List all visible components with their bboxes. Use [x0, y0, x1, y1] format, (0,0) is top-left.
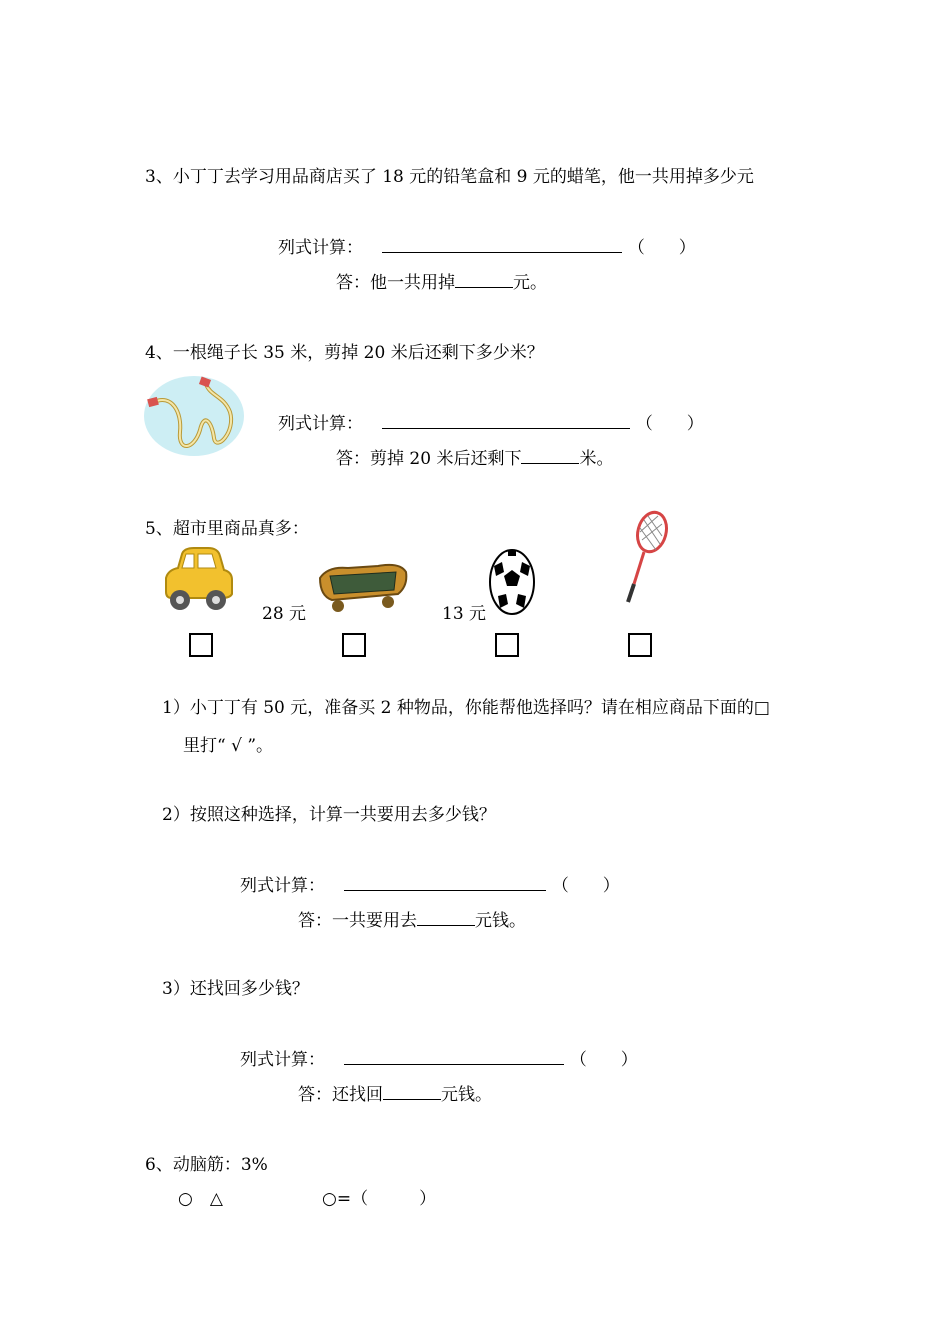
q3-calc-label: 列式计算：	[278, 238, 363, 258]
checkbox-soccer-ball[interactable]	[495, 633, 519, 657]
q4-text: 4、一根绳子长 35 米，剪掉 20 米后还剩下多少米？	[145, 343, 544, 363]
q5-sub2-calc-label: 列式计算：	[240, 876, 325, 896]
q3-calc-blank[interactable]	[382, 236, 622, 253]
q6-symbols: ○ △	[178, 1189, 223, 1209]
q3-answer-prefix: 答：他一共用掉	[336, 273, 455, 293]
q5-sub3-calc-blank[interactable]	[344, 1048, 564, 1065]
q3-calc-row	[278, 233, 696, 258]
q6-equation: ○=（ ）	[322, 1189, 437, 1209]
checkbox-racket[interactable]	[628, 633, 652, 657]
q5-sub2-answer-prefix: 答：一共要用去	[298, 911, 417, 931]
q5-sub3: 3）还找回多少钱？	[162, 979, 309, 999]
checkbox-skateboard[interactable]	[342, 633, 366, 657]
q5-sub2-answer-suffix: 元钱。	[475, 911, 526, 931]
q5-sub2-answer-blank[interactable]	[417, 909, 475, 926]
skateboard-icon	[318, 556, 408, 616]
q5-sub3-answer-suffix: 元钱。	[441, 1085, 492, 1105]
q4-calc-row	[278, 409, 704, 434]
racket-icon	[622, 510, 670, 606]
q5-sub3-calc-label: 列式计算：	[240, 1050, 325, 1070]
q5-sub2-paren: （ ）	[551, 876, 620, 896]
q3-answer-suffix: 元。	[513, 273, 547, 293]
q5-sub2-calc-row	[240, 871, 620, 896]
checkbox-car[interactable]	[189, 633, 213, 657]
q4-answer-prefix: 答：剪掉 20 米后还剩下	[336, 449, 522, 469]
q3-text: 3、小丁丁去学习用品商店买了 18 元的铅笔盒和 9 元的蜡笔，他一共用掉多少元	[145, 167, 754, 187]
q4-paren: （ ）	[635, 414, 704, 434]
q4-calc-blank[interactable]	[382, 412, 630, 429]
price-skateboard: 13 元	[442, 604, 487, 624]
price-car: 28 元	[262, 604, 307, 624]
q3-paren: （ ）	[627, 238, 696, 258]
q5-sub3-calc-row	[240, 1045, 638, 1070]
q5-sub3-answer	[298, 1080, 492, 1105]
q4-answer	[336, 444, 613, 469]
q5-sub2-calc-blank[interactable]	[344, 874, 546, 891]
q4-calc-label: 列式计算：	[278, 414, 363, 434]
q6-text: 6、动脑筋：3%	[145, 1155, 268, 1175]
q5-sub3-answer-blank[interactable]	[383, 1083, 441, 1100]
q5-sub1-line1: 1）小丁丁有 50 元，准备买 2 种物品，你能帮他选择吗？请在相应商品下面的□	[162, 698, 770, 718]
q5-sub1-line2: 里打“ √ ”。	[183, 736, 274, 756]
q5-text: 5、超市里商品真多：	[145, 519, 309, 539]
q3-answer	[336, 268, 547, 293]
q5-sub3-paren: （ ）	[569, 1050, 638, 1070]
q5-sub3-answer-prefix: 答：还找回	[298, 1085, 383, 1105]
q5-sub2: 2）按照这种选择，计算一共要用去多少钱？	[162, 805, 496, 825]
q3-answer-blank[interactable]	[455, 271, 513, 288]
toy-car-icon	[160, 546, 236, 616]
q5-sub2-answer	[298, 906, 526, 931]
q4-answer-suffix: 米。	[579, 449, 614, 469]
jump-rope-icon	[142, 372, 246, 460]
soccer-ball-icon	[488, 548, 536, 616]
q4-answer-blank[interactable]	[521, 447, 579, 464]
